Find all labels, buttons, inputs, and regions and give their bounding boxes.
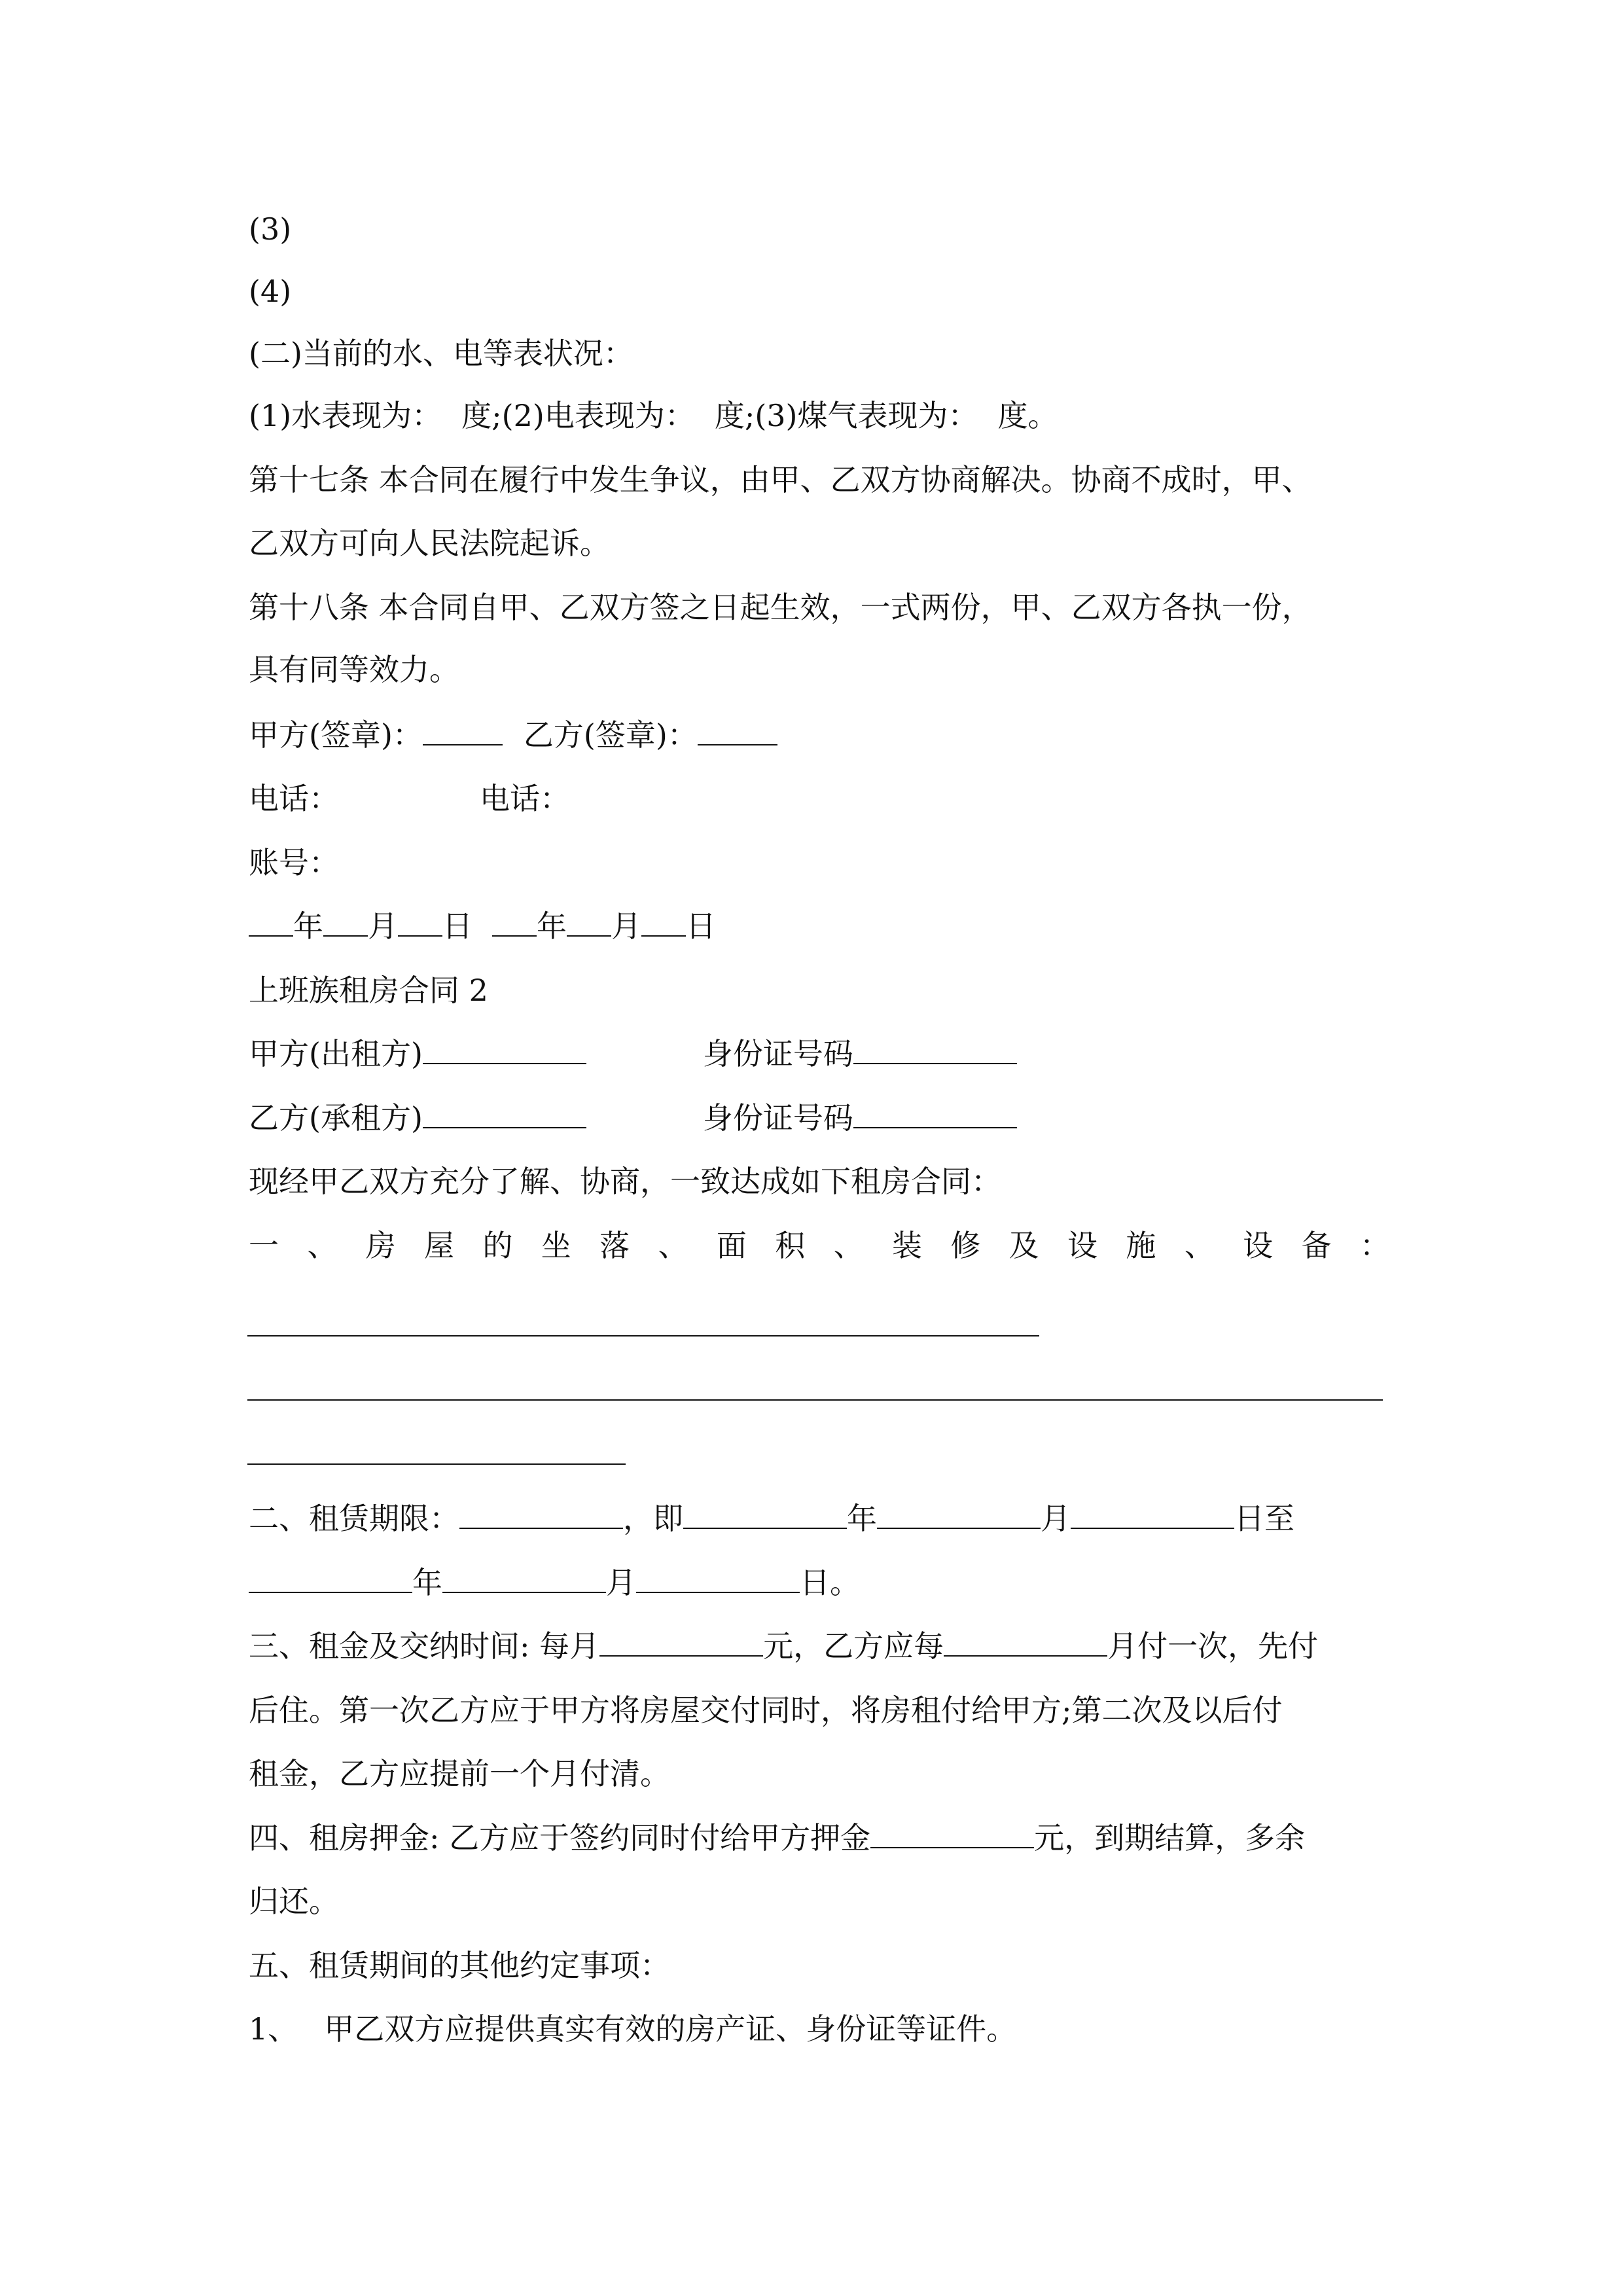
meters-title: (二)当前的水、电等表状况：: [249, 336, 633, 371]
fill-in-rule-2: [247, 1399, 1383, 1401]
phone-line: 电话： 电话：: [249, 781, 570, 816]
article-17-line-2: 乙双方可向人民法院起诉。: [249, 526, 610, 561]
item-5-1-line: 1、 甲乙双方应提供真实有效的房产证、身份证等证件。: [249, 2011, 1017, 2047]
fill-in-rule-3: [247, 1463, 626, 1465]
date-line: 年 月 日 年 月 日: [249, 906, 716, 946]
fill-in-rule-1: [247, 1335, 1039, 1336]
meters-readings: (1)水表现为： 度;(2)电表现为： 度;(3)煤气表现为： 度。: [249, 398, 1058, 433]
item-4-line: (4): [249, 274, 292, 309]
article-18-line-1: 第十八条 本合同自甲、乙双方签之日起生效，一式两份，甲、乙双方各执一份，: [249, 590, 1312, 625]
party-b-signature-blank: [698, 717, 777, 745]
account-line: 账号：: [249, 845, 339, 880]
item-3-line-1: 三、租金及交纳时间: 每月 元，乙方应每 月付一次，先付: [249, 1628, 1319, 1664]
contract-2-title: 上班族租房合同 2: [249, 973, 488, 1008]
article-18-line-2: 具有同等效力。: [249, 652, 459, 687]
party-a-signature-blank: [423, 717, 503, 745]
item-1-heading: 一 、 房 屋 的 坐 落 、 面 积 、 装 修 及 设 施 、 设 备 ：: [249, 1228, 1390, 1263]
item-4-line-1: 四、租房押金: 乙方应于签约同时付给甲方押金 元，到期结算，多余: [249, 1820, 1306, 1856]
article-17-line-1: 第十七条 本合同在履行中发生争议，由甲、乙双方协商解决。协商不成时，甲、: [249, 462, 1312, 497]
item-5-heading: 五、租赁期间的其他约定事项：: [249, 1948, 670, 1983]
signature-line: 甲方(签章)： 乙方(签章)：: [249, 715, 777, 755]
item-4-line-2: 归还。: [249, 1884, 339, 1919]
party-a-line: 甲方(出租方) 身份证号码: [249, 1034, 1017, 1073]
item-3-line-3: 租金，乙方应提前一个月付清。: [249, 1756, 670, 1791]
item-3-line-2: 后住。第一次乙方应于甲方将房屋交付同时，将房租付给甲方;第二次及以后付: [249, 1693, 1283, 1728]
contract-intro: 现经甲乙双方充分了解、协商，一致达成如下租房合同：: [249, 1164, 1001, 1199]
item-2-line-1: 二、租赁期限： ，即 年 月 日至: [249, 1501, 1294, 1536]
party-b-line: 乙方(承租方) 身份证号码: [249, 1098, 1017, 1138]
item-2-line-2: 年 月 日。: [249, 1563, 860, 1602]
item-3-line: (3): [249, 211, 292, 247]
